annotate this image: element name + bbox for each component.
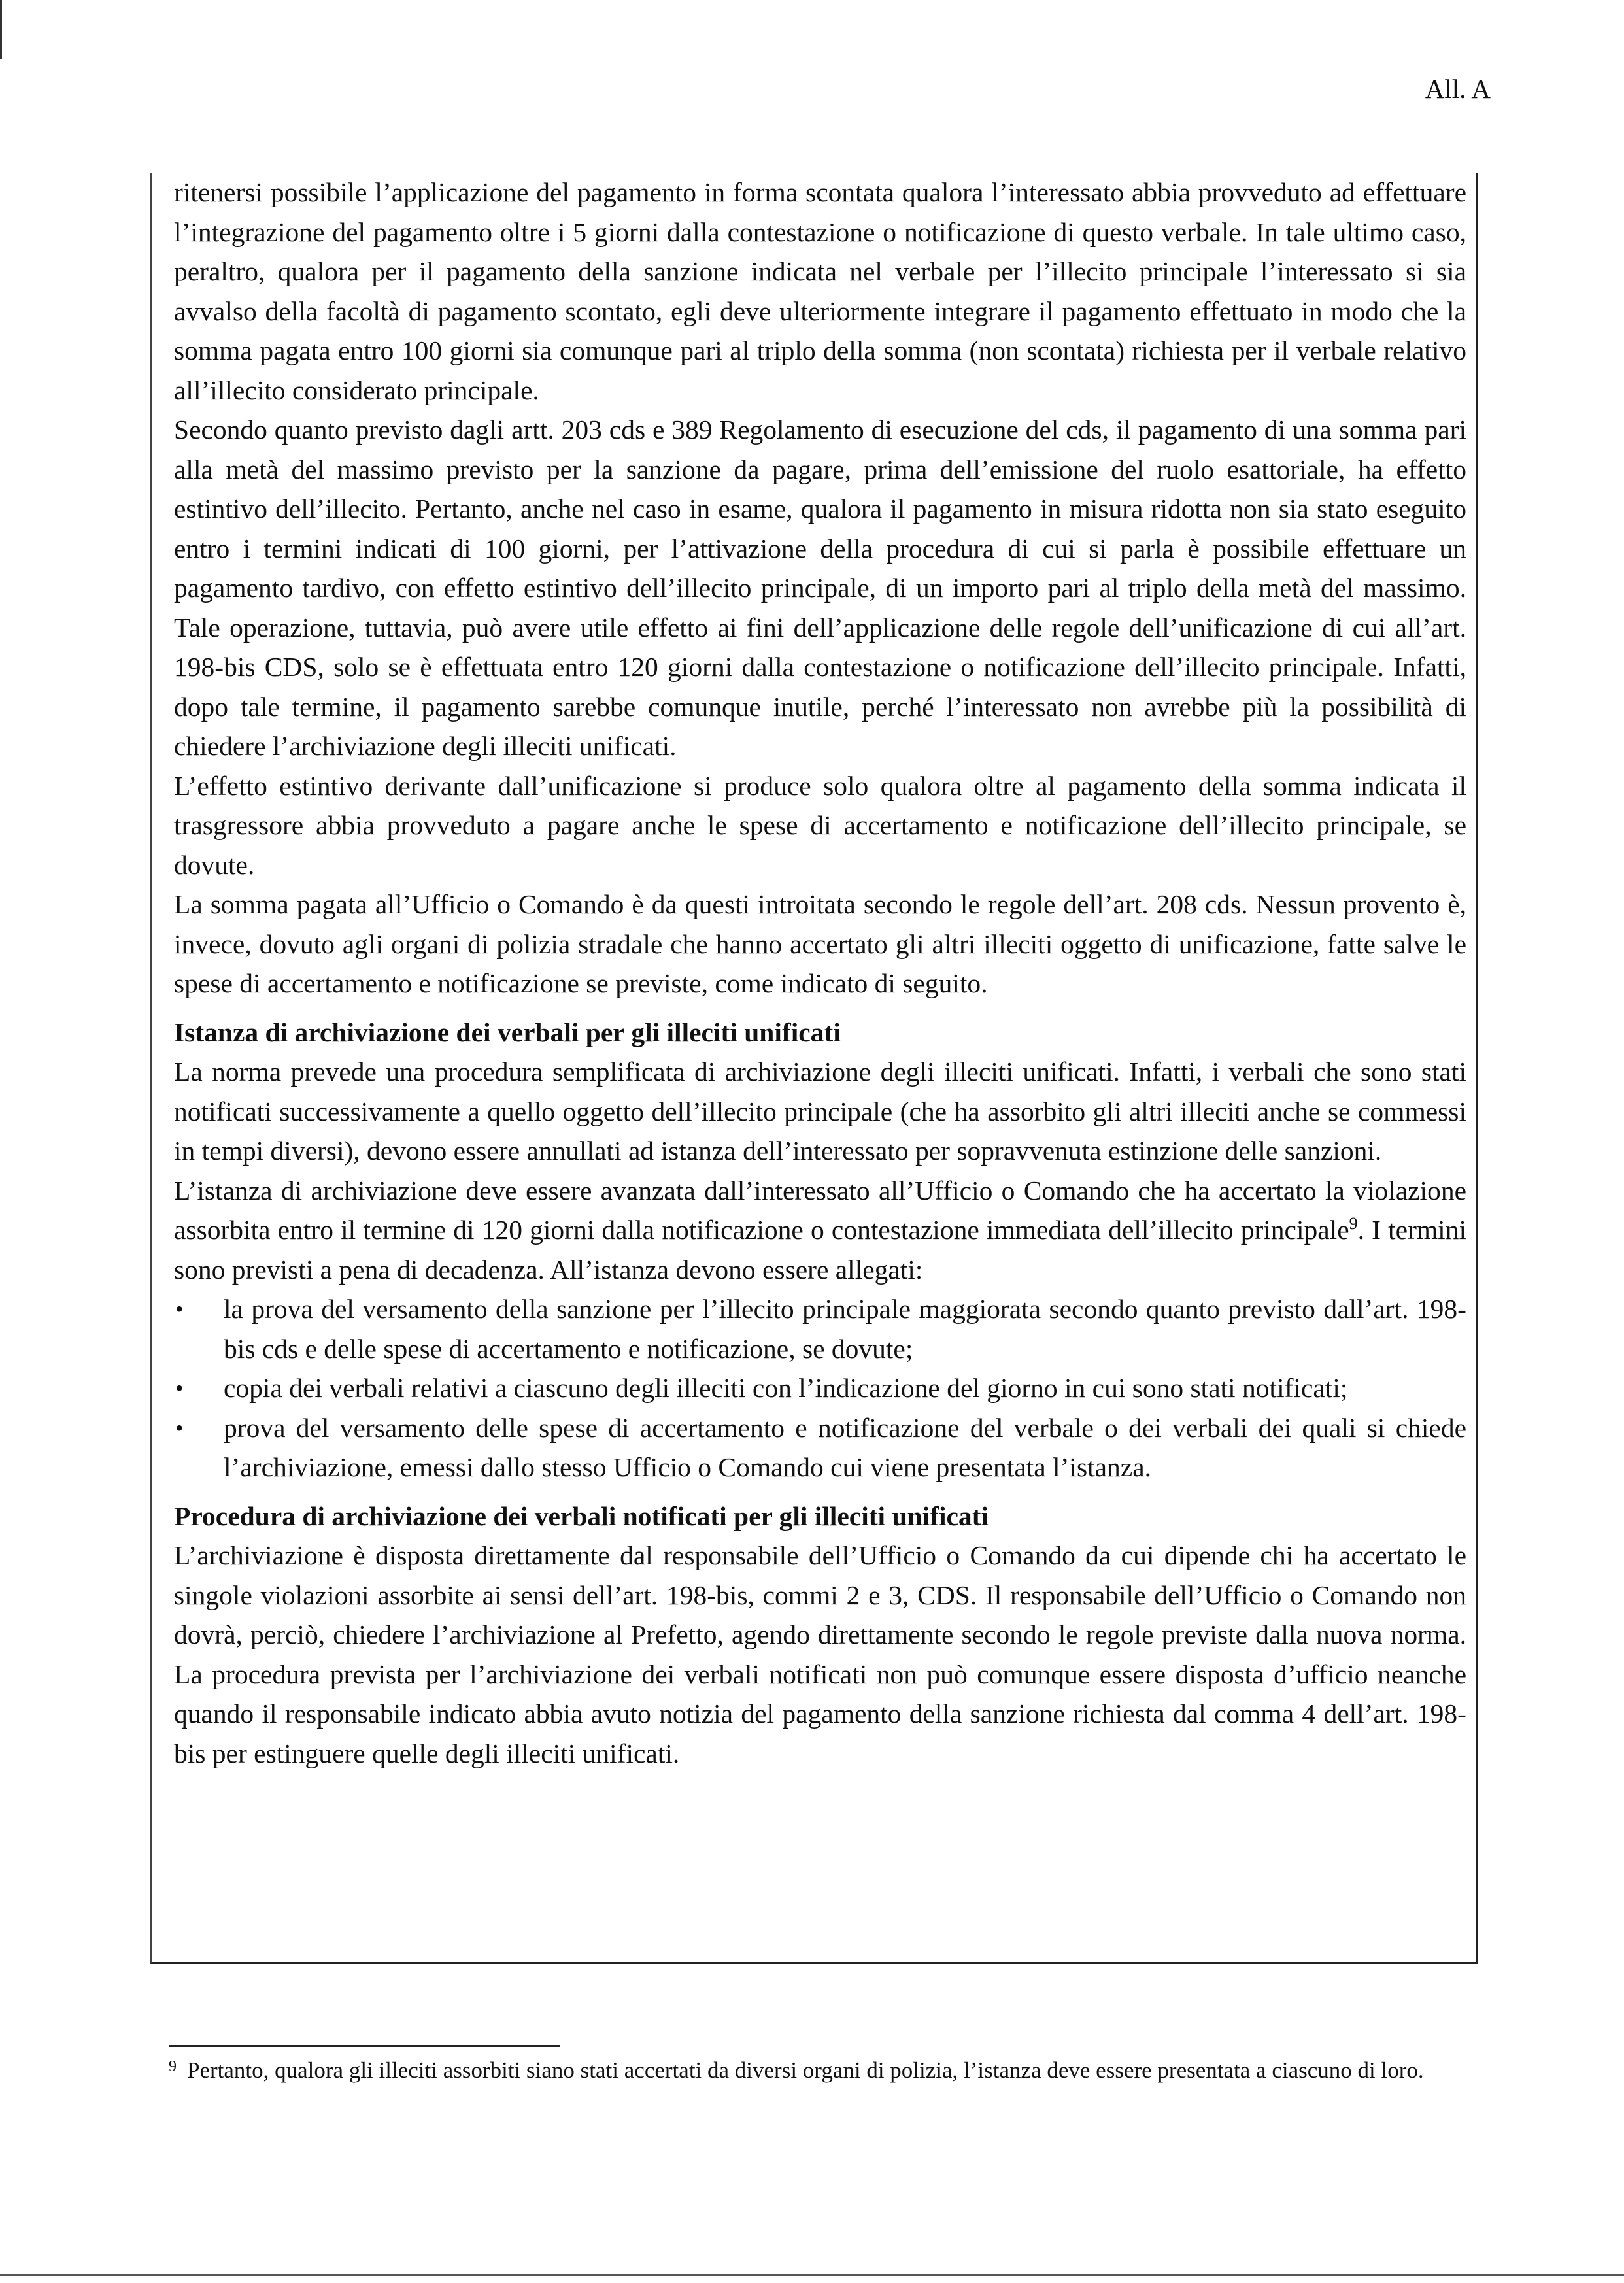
attachment-tag: All. A: [1425, 74, 1491, 104]
footnote-number: 9: [169, 2058, 177, 2075]
list-item: [174, 1289, 1466, 1368]
footnote-separator: [169, 2045, 560, 2047]
attachments-list: [174, 1289, 1466, 1487]
paragraph-5: La norma prevede una procedura semplificata di archiviazione degli illeciti unificati. Infatti, i verbali che sono stati notificati successivamente a quello oggetto dell’illecito principale (che ha assorbito gli altri illeciti anche se commessi in tempi diversi), devono essere annullati ad istanza dell’interessato per sopravvenuta estinzione delle sanzioni.: [174, 1057, 1466, 1166]
footnote-text: Pertanto, qualora gli illeciti assorbiti siano stati accertati da diversi organi di polizia, l’istanza deve essere presentata a ciascuno di loro.: [187, 2057, 1424, 2083]
list-item: [174, 1368, 1466, 1408]
paragraph-1: ritenersi possibile l’applicazione del pagamento in forma scontata qualora l’interessato abbia provveduto ad effettuare l’integrazione del pagamento oltre i 5 giorni dalla contestazione o notificazione di questo verbale. In tale ultimo caso, peraltro, qualora per il pagamento della sanzione indicata nel verbale per l’illecito principale l’interessato si sia avvalso della facoltà di pagamento scontato, egli deve ulteriormente integrare il pagamento effettuato in modo che la somma pagata entro 100 giorni sia comunque pari al triplo della somma (non scontata) richiesta per il verbale relativo all’illecito considerato principale.: [174, 177, 1466, 405]
bullet-icon: •: [175, 1375, 184, 1401]
paragraph-2: Secondo quanto previsto dagli artt. 203 cds e 389 Regolamento di esecuzione del cds, il pagamento di una somma pari alla metà del massimo previsto per la sanzione da pagare, prima dell’emissione del ruolo esattoriale, ha effetto estintivo dell’illecito. Pertanto, anche nel caso in esame, qualora il pagamento in misura ridotta non sia stato eseguito entro i termini indicati di 100 giorni, per l’attivazione della procedura di cui si parla è possibile effettuare un pagamento tardivo, con effetto estintivo dell’illecito principale, di un importo pari al triplo della metà del massimo. Tale operazione, tuttavia, può avere utile effetto ai fini dell’applicazione delle regole dell’unificazione di cui all’art. 198-bis CDS, solo se è effettuata entro 120 giorni dalla contestazione o notificazione dell’illecito principale. Infatti, dopo tale termine, il pagamento sarebbe comunque inutile, perché l’interessato non avrebbe più la possibilità di chiedere l’archiviazione degli illeciti unificati.: [174, 414, 1466, 761]
paragraph-3: L’effetto estintivo derivante dall’unificazione si produce solo qualora oltre al pagamento della somma indicata il trasgressore abbia provveduto a pagare anche le spese di accertamento e notificazione dell’illecito principale, se dovute.: [174, 770, 1466, 880]
paragraph-6-text-end: . I termini sono previsti a pena di decadenza. All’istanza devono essere allegati:: [174, 1215, 1466, 1285]
list-item-text: la prova del versamento della sanzione per l’illecito principale maggiorata secondo quanto previsto dall’art. 198-bis cds e delle spese di accertamento e notificazione, se dovute;: [224, 1294, 1466, 1364]
bullet-icon: •: [175, 1414, 184, 1441]
paragraph-4: La somma pagata all’Ufficio o Comando è da questi introitata secondo le regole dell’art. 208 cds. Nessun provento è, invece, dovuto agli organi di polizia stradale che hanno accertato gli altri illeciti oggetto di unificazione, fatte salve le spese di accertamento e notificazione se previste, come indicato di seguito.: [174, 889, 1466, 998]
section-heading-procedura: Procedura di archiviazione dei verbali notificati per gli illeciti unificati: [174, 1500, 989, 1531]
footnote-reference[interactable]: 9: [1349, 1214, 1358, 1234]
list-item: [174, 1408, 1466, 1487]
footnote: [169, 2054, 1476, 2087]
list-item-text: prova del versamento delle spese di accertamento e notificazione del verbale o dei verbali dei quali si chiede l’archiviazione, emessi dallo stesso Ufficio o Comando cui viene presentata l’istanza.: [224, 1412, 1466, 1482]
paragraph-6: [174, 1171, 1466, 1290]
paragraph-7: L’archiviazione è disposta direttamente dal responsabile dell’Ufficio o Comando da cui dipende chi ha accertato le singole violazioni assorbite ai sensi dell’art. 198-bis, commi 2 e 3, CDS. Il responsabile dell’Ufficio o Comando non dovrà, perciò, chiedere l’archiviazione al Prefetto, agendo direttamente secondo le regole previste dalla nuova norma. La procedura prevista per l’archiviazione dei verbali notificati non può comunque essere disposta d’ufficio neanche quando il responsabile indicato abbia avuto notizia del pagamento della sanzione richiesta dal comma 4 dell’art. 198-bis per estinguere quelle degli illeciti unificati.: [174, 1540, 1466, 1768]
paragraph-6-text: L’istanza di archiviazione deve essere avanzata dall’interessato all’Ufficio o Comando che ha accertato la violazione assorbita entro il termine di 120 giorni dalla notificazione o contestazione immediata dell’illecito principale: [174, 1175, 1466, 1245]
scan-bottom-edge: [0, 2274, 1624, 2276]
bordered-text-frame: [150, 173, 1478, 1964]
scan-margin-mark: [0, 0, 2, 59]
list-item-text: copia dei verbali relativi a ciascuno degli illeciti con l’indicazione del giorno in cui sono stati notificati;: [224, 1373, 1348, 1403]
bullet-icon: •: [175, 1296, 184, 1322]
section-heading-istanza: Istanza di archiviazione dei verbali per gli illeciti unificati: [174, 1017, 841, 1047]
